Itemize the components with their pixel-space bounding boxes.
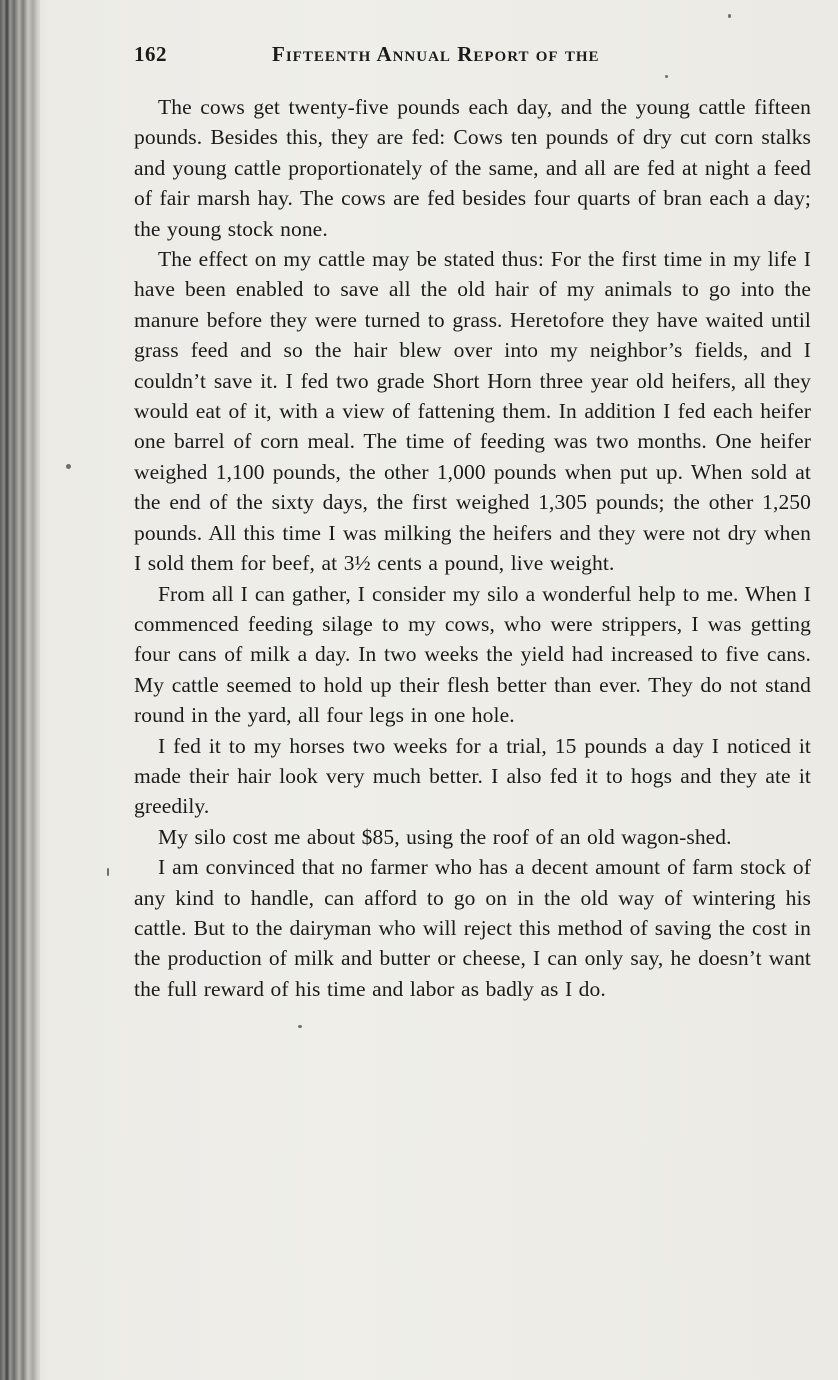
paper-speck [298, 1025, 302, 1028]
paragraph-horses-hogs: I fed it to my horses two weeks for a trial, 15 pounds a day I noticed it made their hair look very much better. I also fed it to hogs and they ate it greedily. [134, 733, 811, 819]
book-binding-edge [0, 0, 40, 1380]
paragraph-feeding-amounts: The cows get twenty-five pounds each day, and the young cattle fifteen pounds. Besides this, they are fed: Cows ten pounds of dry cut corn stalks and young cattle proportionately of the same, and all are fed at night a feed of fair marsh hay. The cows are fed besides four quarts of bran each a day; the young stock none. [134, 95, 811, 241]
paragraph-silo-help: From all I can gather, I consider my silo a wonderful help to me. When I commenced feeding silage to my cows, who were strippers, I was getting four cans of milk a day. In two weeks the yield had increased to five cans. My cattle seemed to hold up their flesh better than ever. They do not stand round in the yard, all four legs in one hole. [134, 581, 811, 728]
paragraph-conclusion: I am convinced that no farmer who has a decent amount of farm stock of any kind to handle, can afford to go on in the old way of wintering his cattle. But to the dairyman who will reject this method of saving the cost in the production of milk and butter or cheese, I can only say, he doesn’t want the full reward of his time and labor as badly as I do. [134, 855, 811, 1001]
paper-speck [66, 464, 71, 469]
paragraph-silo-cost: My silo cost me about $85, using the roof of an old wagon-shed. [158, 824, 732, 849]
paper-speck [728, 14, 731, 18]
paper-speck [107, 868, 109, 876]
page-number: 162 [134, 42, 167, 66]
body-text [134, 92, 811, 1004]
page-header [134, 42, 814, 72]
paragraph-effect-on-cattle: The effect on my cattle may be stated thus: For the first time in my life I have been enabled to save all the old hair of my animals to go into the manure before they were turned to grass. Heretofore they have waited until grass feed and so the hair blew over into my neighbor’s fields, and I couldn’t save it. I fed two grade Short Horn three year old heifers, all they would eat of it, with a view of fattening them. In addition I fed each heifer one barrel of corn meal. The time of feeding was two months. One heifer weighed 1,100 pounds, the other 1,000 pounds when put up. When sold at the end of the sixty days, the first weighed 1,305 pounds; the other 1,250 pounds. All this time I was milking the heifers and they were not dry when I sold them for beef, at 3½ cents a pound, live weight. [134, 247, 811, 576]
paper-speck [665, 75, 668, 78]
running-head: Fifteenth Annual Report of the [272, 42, 600, 66]
